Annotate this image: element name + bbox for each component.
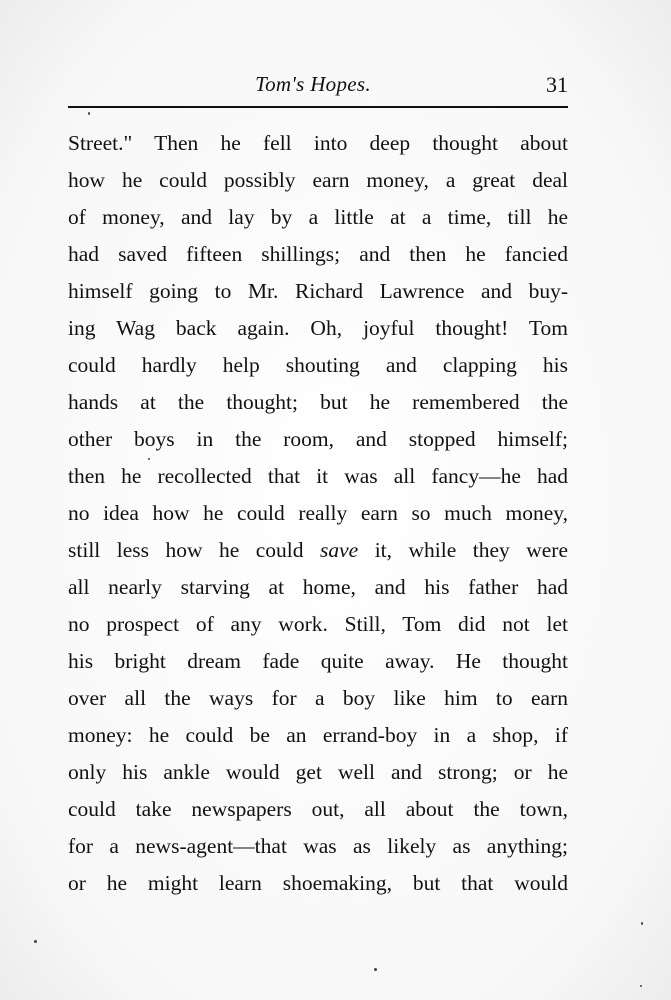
text-segment: still less how he could: [68, 538, 304, 562]
text-line: then he recollected that it was all fancy—he had: [68, 464, 568, 488]
paper-speck: [641, 922, 643, 925]
text-line: ing Wag back again. Oh, joyful thought! Tom: [68, 316, 568, 340]
text-line: [68, 532, 568, 569]
running-title: Tom's Hopes.: [255, 72, 371, 96]
body-text: [68, 125, 568, 902]
page-header: [68, 66, 568, 106]
text-line: money: he could be an errand-boy in a shop, if: [68, 723, 568, 747]
text-line: or he might learn shoemaking, but that would: [68, 871, 568, 895]
header-rule: [68, 106, 568, 108]
text-line: his bright dream fade quite away. He thought: [68, 649, 568, 673]
italic-word: save: [320, 538, 359, 562]
text-line: only his ankle would get well and strong; or he: [68, 760, 568, 784]
text-line: how he could possibly earn money, a great deal: [68, 168, 568, 192]
text-line: hands at the thought; but he remembered the: [68, 390, 568, 414]
paper-speck: [640, 985, 642, 987]
text-line: all nearly starving at home, and his father had: [68, 575, 568, 599]
text-line: for a news-agent—that was as likely as anything;: [68, 834, 568, 858]
paper-speck: [374, 968, 377, 971]
paper-speck: [34, 940, 37, 943]
text-line: himself going to Mr. Richard Lawrence and buy-: [68, 279, 568, 303]
text-line: had saved fifteen shillings; and then he fancied: [68, 242, 568, 266]
text-segment: it, while they were: [374, 538, 568, 562]
text-line: other boys in the room, and stopped himself;: [68, 427, 568, 451]
text-line: over all the ways for a boy like him to earn: [68, 686, 568, 710]
text-line: no prospect of any work. Still, Tom did not let: [68, 612, 568, 636]
page-number: 31: [546, 72, 568, 97]
text-line: could hardly help shouting and clapping his: [68, 353, 568, 377]
text-line: Street." Then he fell into deep thought about: [68, 131, 568, 155]
paper-speck: [148, 458, 150, 460]
paper-speck: [88, 112, 90, 115]
text-line: could take newspapers out, all about the town,: [68, 797, 568, 821]
text-line: no idea how he could really earn so much money,: [68, 501, 568, 525]
text-line: of money, and lay by a little at a time, till he: [68, 205, 568, 229]
